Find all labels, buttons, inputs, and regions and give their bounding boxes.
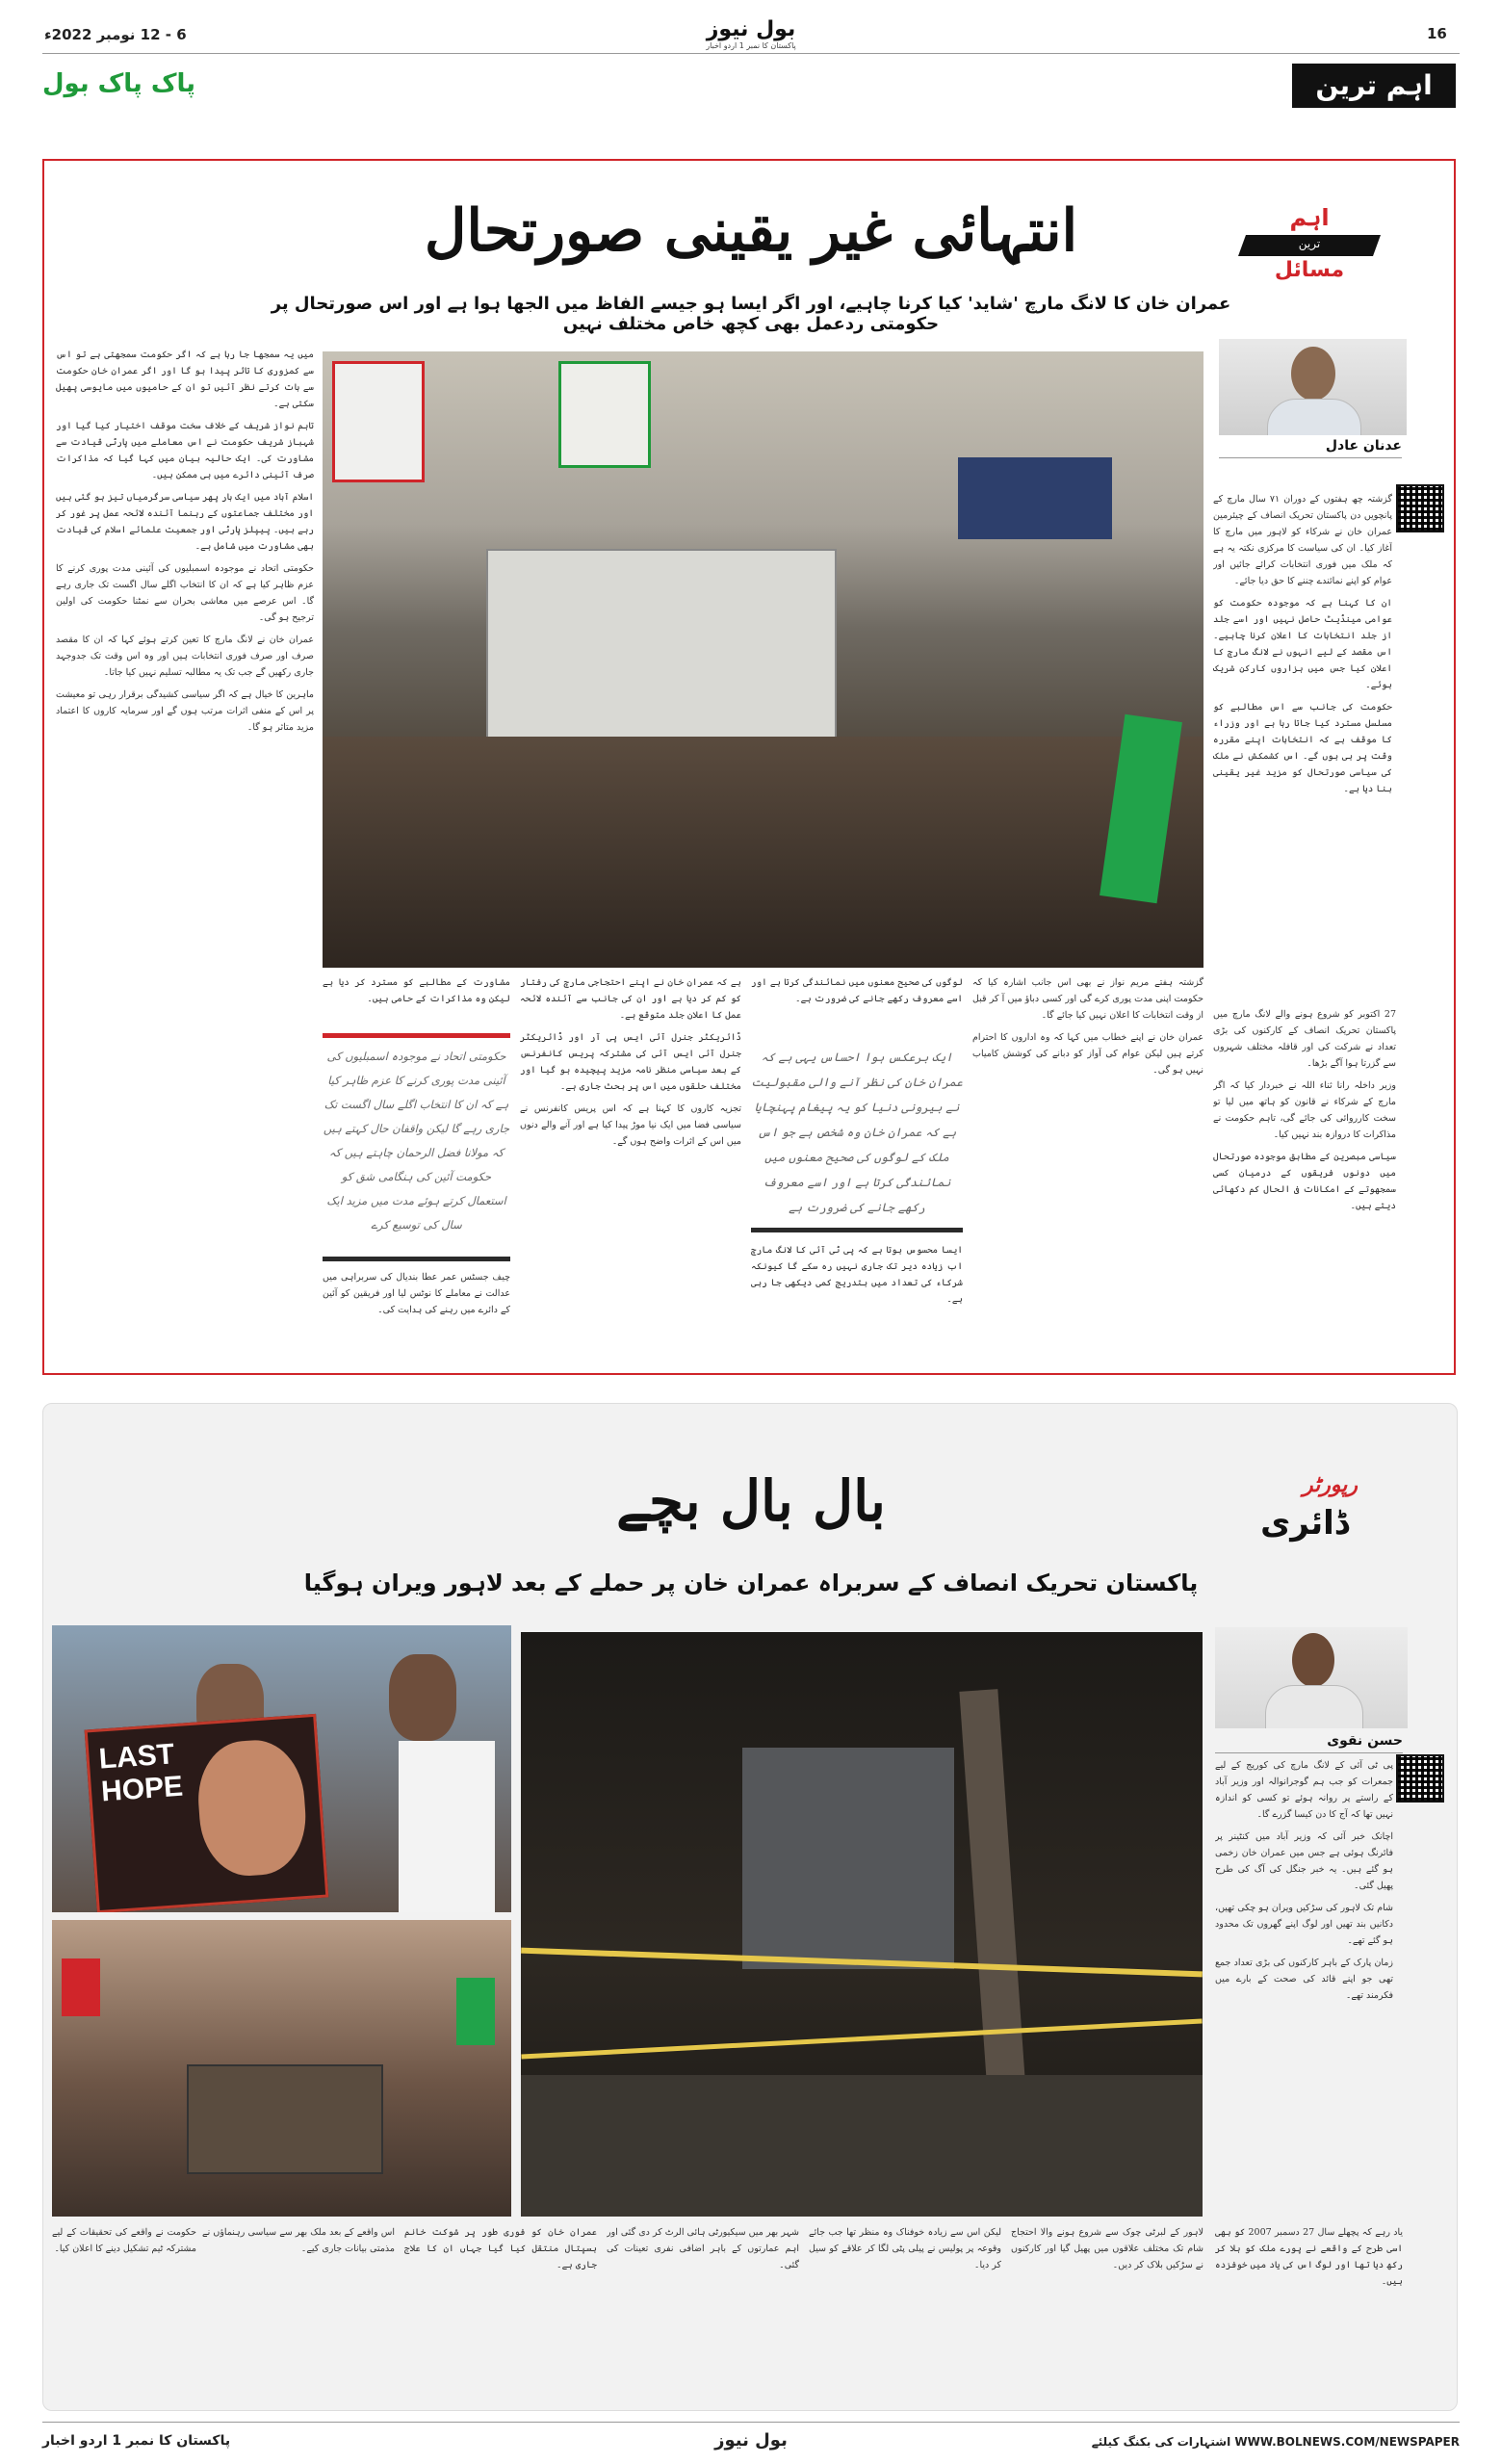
pull-quote-1-bar [751,1228,963,1232]
feature1-badge [1242,204,1377,291]
feature2-badge [1242,1473,1377,1560]
feature2-headline: بال بال بچے [616,1468,886,1534]
photo-banner-mid [558,361,651,468]
ground [521,2075,1203,2217]
last-hope-photo [52,1625,511,1912]
badge-word-top: اہم [1289,204,1330,231]
footer-rule [42,2422,1460,2423]
sign-portrait [194,1737,309,1879]
last-hope-sign [85,1714,329,1912]
feature1-column-left: میں یہ سمجھا جا رہا ہے کہ اگر حکومت سمجھتی ہے تو اس سے کمزوری کا تاثر پیدا ہو گا اور اگر عمران خان حکومت سے بات کرتے نظر آئیں تو ان کے حامیوں میں مایوسی پھیل سکتی ہے۔ تاہم نواز شریف کے خلاف سخت موقف اختیار کیا گیا اور شہباز شریف حکومت نے اس معاملے میں پارٹی قیادت سے مشاورت کی۔ ایک حالیہ بیان میں کہا گیا کہ مذاکرات صرف آئینی دائرے میں ہی ممکن ہیں۔ اسلام آباد میں ایک بار پھر سیاسی سرگرمیاں تیز ہو گئی ہیں اور مختلف جماعتوں کے رہنما آئندہ لائحہ عمل پر غور کر رہے ہیں۔ پیپلز پارٹی اور جمعیت علمائے اسلام کی قیادت بھی مشاورت میں شامل ہے۔ حکومتی اتحاد نے موجودہ اسمبلیوں کی آئینی مدت پوری کرنے کا عزم ظاہر کیا ہے کہ ان کا انتخاب اگلے سال اگست تک جاری رہے گا۔ اس عرصے میں معاشی بحران سے نمٹنا حکومت کی اولین ترجیح ہو گی۔ عمران خان نے لانگ مارچ کا تعین کرتے ہوئے کہا کہ ان کا مقصد صرف اور صرف فوری انتخابات ہیں اور وہ اس وقت تک جدوجہد جاری رکھیں گے جب تک یہ مطالبہ تسلیم نہیں کیا جاتا۔ ماہرین کا خیال ہے کہ اگر سیاسی کشیدگی برقرار رہی تو معیشت پر اس کے منفی اثرات مرتب ہوں گے اور سرمایہ کاروں کا اعتماد مزید متاثر ہو گا۔ [56,350,314,733]
feature2-col-7: حکومت نے واقعے کی تحقیقات کے لیے مشترکہ ٹیم تشکیل دینے کا اعلان کیا۔ [52,2227,196,2254]
masthead-logo [674,17,828,50]
feature1-col-mid-4b: چیف جسٹس عمر عطا بندیال کی سربراہی میں عدالت نے معاملے کا نوٹس لیا اور فریقین کو آئین کے دائرے میں رہنے کی ہدایت کی۔ [323,1272,510,1315]
feature1-col-mid-1: گزشتہ ہفتے مریم نواز نے بھی اس جانب اشارہ کیا کہ حکومت اپنی مدت پوری کرے گی اور کسی دباؤ میں آ کر قبل از وقت انتخابات کا اعلان نہیں کیا جائے گا۔ عمران خان نے اپنے خطاب میں کہا کہ وہ اداروں کا احترام کرتے ہیں لیکن عوام کی آواز کو دبانے کی کوشش کامیاب نہیں ہو گی۔ [972,977,1203,1076]
author-photo [1219,339,1407,435]
pull-quote-1: ایک برعکس ہوا احساس یہی ہے کہ عمران خان کی نظر آنے والی مقبولیت نے بیرونی دنیا کو یہ پیغام پہنچایا ہے کہ عمران خان وہ شخص ہے جو اس ملک کے لوگوں کی صحیح معنوں میں نمائندگی کرتا ہے اور اسے معروف رکھے جانے کی ضرورت ہے [751,1050,963,1214]
author2-name: حسن نقوی [1215,1733,1403,1753]
pull-quote-2: حکومتی اتحاد نے موجودہ اسمبلیوں کی آئینی مدت پوری کرنے کا عزم ظاہر کیا ہے کہ ان کا انتخاب اگلے سال اگست تک جاری رہے گا لیکن واقفان حال کہتے ہیں کہ مولانا فضل الرحمان چاہتے ہیں کہ حکومت آئین کی ہنگامی شق کو استعمال کرتے ہوئے مدت میں مزید ایک سال کی توسیع کرے [323,1050,510,1232]
feature2-col-4: شہر بھر میں سیکیورٹی ہائی الرٹ کر دی گئی اور اہم عمارتوں کے باہر اضافی نفری تعینات کی گئی۔ [607,2227,799,2270]
footer-right: اشتہارات کی بکنگ کیلئے WWW.BOLNEWS.COM/NEWSPAPER [1091,2435,1460,2449]
page-number: 16 [1427,25,1447,42]
masthead-subtitle: پاکستان کا نمبر 1 اردو اخبار [706,41,796,50]
section-logo-left: پاک پاک بول [42,69,196,98]
header-rule [42,53,1460,54]
footer-left: پاکستان کا نمبر 1 اردو اخبار [42,2433,231,2449]
author2-shirt [1265,1685,1363,1728]
truck-body [187,2064,383,2174]
feature1-col-mid-3: ہے کہ عمران خان نے اپنے احتجاجی مارچ کی رفتار کو کم کر دیا ہے اور ان کی جانب سے آئندہ لائحہ عمل کا اعلان جلد متوقع ہے۔ ڈائریکٹر جنرل آئی ایس پی آر اور ڈائریکٹر جنرل آئی ایس آئی کی مشترکہ پریس کانفرنس کے بعد سیاسی منظر نامہ مزید پیچیدہ ہو گیا اور مختلف حلقوں میں اس پر بحث جاری ہے۔ تجزیہ کاروں کا کہنا ہے کہ اس پریس کانفرنس نے سیاسی فضا میں ایک نیا موڑ پیدا کیا ہے اور آنے والے دنوں میں اس کے اثرات واضح ہوں گے۔ [520,977,741,1147]
rally-flag-1 [62,1958,100,2016]
badge2-word-top: رپورٹر [1303,1473,1358,1497]
rally-truck-photo [52,1920,511,2217]
feature1-column-right: گزشتہ چھ ہفتوں کے دوران ۷۱ سال مارچ کے پانچویں دن پاکستان تحریک انصاف کے چیئرمین عمران خان نے شرکاء کو لاہور میں مارچ کا آغاز کیا۔ ان کی سیاست کا مرکزی نکتہ یہ ہے کہ ملک میں فوری انتخابات کرائے جائیں اور عوام کو اپنے نمائندے چننے کا حق دیا جائے۔ ان کا کہنا ہے کہ موجودہ حکومت کو عوامی مینڈیٹ حاصل نہیں اور اسے جلد از جلد انتخابات کا اعلان کرنا چاہیے۔ اس مقصد کے لیے انہوں نے لانگ مارچ کا اعلان کیا جس میں ہزاروں کارکن شریک ہوئے۔ حکومت کی جانب سے اس مطالبے کو مسلسل مسترد کیا جاتا رہا ہے اور وزراء کا موقف ہے کہ انتخابات اپنے مقررہ وقت پر ہی ہوں گے۔ اس کشمکش نے ملک کی سیاسی صورتحال کو مزید غیر یقینی بنا دیا ہے۔ [1213,494,1392,794]
qr-code [1396,484,1444,532]
author-head [1291,347,1335,401]
photo-billboard [958,457,1112,539]
author2-photo [1215,1627,1408,1728]
feature2-col-3: لیکن اس سے زیادہ خوفناک وہ منظر تھا جب جائے وقوعہ پر پولیس نے پیلی پٹی لگا کر علاقے کو سیل کر دیا۔ [809,2227,1001,2270]
feature1-column-right-2: 27 اکتوبر کو شروع ہونے والے لانگ مارچ میں پاکستان تحریک انصاف کے کارکنوں کی بڑی تعداد نے شرکت کی اور قافلہ مختلف شہروں سے گزرتا ہوا آگے بڑھا۔ وزیر داخلہ رانا ثناء اللہ نے خبردار کیا کہ اگر مارچ کے شرکاء نے قانون کو ہاتھ میں لیا تو سخت کارروائی کی جائے گی، تاہم حکومت نے مذاکرات کا دروازہ بند نہیں کیا۔ سیاسی مبصرین کے مطابق موجودہ صورتحال میں دونوں فریقوں کے درمیان کسی سمجھوتے کے امکانات فی الحال کم دکھائی دیتے ہیں۔ [1213,1009,1396,1211]
rally-flag-2 [456,1978,495,2045]
crime-scene-photo [521,1632,1203,2217]
feature2-column-right: پی ٹی آئی کے لانگ مارچ کی کوریج کے لیے جمعرات کو جب ہم گوجرانوالہ اور وزیر آباد کے راستے پر روانہ ہوئے تو کسی کو اندازہ نہیں تھا کہ آج کا دن کیسا گزرے گا۔ اچانک خبر آئی کہ وزیر آباد میں کنٹینر پر فائرنگ ہوئی ہے جس میں عمران خان زخمی ہو گئے ہیں۔ یہ خبر جنگل کی آگ کی طرح پھیل گئی۔ شام تک لاہور کی سڑکیں ویران ہو چکی تھیں، دکانیں بند تھیں اور لوگ اپنے گھروں تک محدود ہو گئے تھے۔ زمان پارک کے باہر کارکنوں کی بڑی تعداد جمع تھی جو اپنے قائد کی صحت کے بارے میں فکرمند تھے۔ [1215,1760,1393,2001]
photo-crowd [323,737,1203,968]
feature1-col-mid-2: لوگوں کی صحیح معنوں میں نمائندگی کرتا ہے اور اسے معروف رکھے جانے کی ضرورت ہے۔ [751,977,963,1004]
page-header [0,0,1501,116]
feature1-col-mid-2b: ایسا محسوس ہوتا ہے کہ پی ٹی آئی کا لانگ مارچ اب زیادہ دیر تک جاری نہیں رہ سکے گا کیونکہ شرکاء کی تعداد میں بتدریج کمی دیکھی جا رہی ہے۔ [751,1245,963,1305]
longmarch-photo [323,351,1203,968]
badge-word-mid: ترین [1298,237,1321,250]
last-hope-sign-text: LAST HOPE [97,1738,185,1808]
pull-quote-2-bar-bottom [323,1257,510,1261]
badge-word-bottom: مسائل [1274,258,1345,282]
crowd-figure-2 [389,1654,456,1741]
feature2-subhead: پاکستان تحریک انصاف کے سربراہ عمران خان پر حملے کے بعد لاہور ویران ہوگیا [303,1569,1199,1596]
feature2-col-6: اس واقعے کے بعد ملک بھر سے سیاسی رہنماؤں نے مذمتی بیانات جاری کیے۔ [202,2227,395,2254]
pull-quote-2-bar-top [323,1033,510,1038]
badge2-word-bottom: ڈائری [1260,1504,1349,1543]
feature1-subhead: عمران خان کا لانگ مارچ 'شاید' کیا کرنا چاہیے، اور اگر ایسا ہو جیسے الفاظ میں الجھا ہوا ہے اور اس صورتحال پر حکومتی ردعمل بھی کچھ خاص مختلف نہیں [271,294,1231,334]
section-title-right: اہم ترین [1292,64,1456,108]
feature2-col-2: لاہور کے لبرٹی چوک سے شروع ہونے والا احتجاج شام تک مختلف علاقوں میں پھیل گیا اور کارکنوں نے سڑکیں بلاک کر دیں۔ [1011,2227,1203,2270]
feature2-col-1: یاد رہے کہ پچھلے سال 27 دسمبر 2007 کو بھی اسی طرح کے واقعے نے پورے ملک کو ہلا کر رکھ دیا تھا اور لوگ اس کی یاد میں خوفزدہ ہیں۔ [1215,2227,1403,2287]
feature1-headline: انتہائی غیر یقینی صورتحال [424,197,1078,265]
white-shirt-supporter [399,1741,495,1912]
police-tape-2 [521,2018,1202,2059]
feature2-col-5: عمران خان کو فوری طور پر شوکت خانم ہسپتال منتقل کیا گیا جہاں ان کا علاج جاری ہے۔ [404,2227,597,2270]
masthead-title: بول نیوز [706,17,796,41]
photo-banner-left [332,361,425,482]
footer-center: بول نیوز [714,2430,788,2451]
author2-head [1292,1633,1334,1687]
qr-code-2 [1396,1754,1444,1803]
shop-shutter [742,1748,954,1969]
feature1-col-mid-4: مشاورت کے مطالبے کو مسترد کر دیا ہے لیکن وہ مذاکرات کے حامی ہیں۔ [323,977,510,1004]
issue-date: 6 - 12 نومبر 2022ء [44,26,187,43]
author-name: عدنان عادل [1219,438,1402,458]
author-shirt [1267,399,1361,435]
